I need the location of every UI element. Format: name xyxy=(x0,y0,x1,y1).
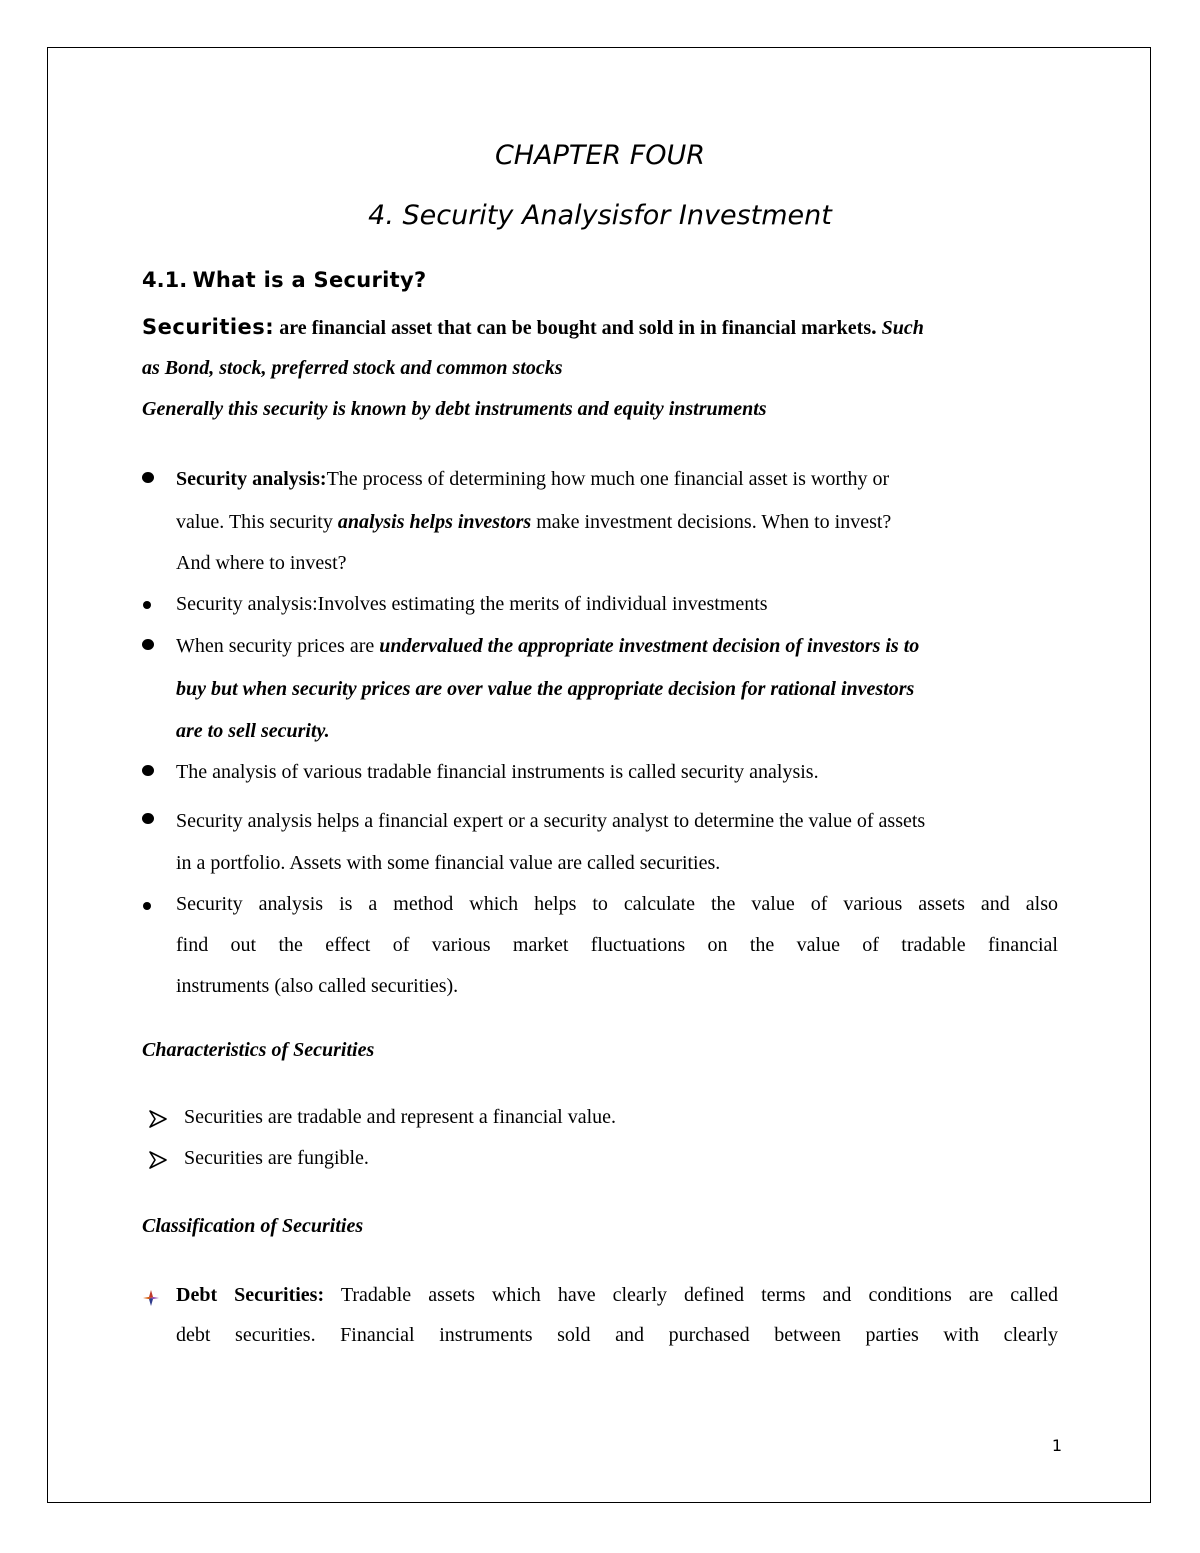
bullet-6-line-2: find out the effect of various market fluctuations on the value of tradable financial xyxy=(176,934,1058,956)
securities-general-line xyxy=(142,398,767,421)
arrowhead-icon xyxy=(148,1151,168,1169)
bullet-3-emphasis-a: undervalued the appropriate investment decision of investors is to xyxy=(379,635,920,657)
bullet-3-emphasis-b: buy but when security prices are over value the appropriate decision for rational investors xyxy=(176,678,915,700)
four-point-star-icon xyxy=(142,1289,160,1307)
securities-examples-line xyxy=(142,357,563,380)
bullet-1-line-2 xyxy=(176,511,891,534)
securities-examples: as Bond, stock, preferred stock and common stocks xyxy=(142,357,563,379)
characteristics-heading xyxy=(142,1039,374,1062)
bullet-1-line-3: And where to invest? xyxy=(176,552,347,574)
bullet-1-text-b1: value. This security xyxy=(176,511,338,533)
bullet-6-line-3: instruments (also called securities). xyxy=(176,975,459,997)
bullet-2-line: Security analysis:Involves estimating the merits of individual investments xyxy=(176,593,768,615)
bullet-3-emphasis-c: are to sell security. xyxy=(176,720,330,742)
bullet-5-line-1: Security analysis helps a financial expert or a security analyst to determine the value of assets xyxy=(176,810,926,832)
characteristic-item-2: Securities are fungible. xyxy=(184,1147,369,1169)
filled-circle-icon xyxy=(142,765,154,776)
classification-heading-text: Classification of Securities xyxy=(142,1215,364,1237)
securities-label: Securities: xyxy=(142,315,275,339)
debt-securities-text-a: Tradable assets which have clearly defined terms and conditions are called xyxy=(340,1284,1059,1306)
heading-number: 4.1. xyxy=(142,268,188,292)
bullet-1-text-b2: make investment decisions. When to invest? xyxy=(531,511,892,533)
section-title: 4. Security Analysisfor Investment xyxy=(368,200,832,231)
securities-such: Such xyxy=(881,317,924,339)
page-number: 1 xyxy=(1051,1436,1062,1455)
characteristics-heading-text: Characteristics of Securities xyxy=(142,1039,375,1061)
securities-definition-line xyxy=(142,314,924,340)
bullet-1-label: Security analysis: xyxy=(176,468,327,490)
bullet-1-line-1 xyxy=(176,468,889,491)
heading-text: What is a Security? xyxy=(192,268,427,292)
bullet-4-line: The analysis of various tradable financial instruments is called security analysis. xyxy=(176,761,819,783)
classification-heading xyxy=(142,1215,363,1238)
debt-securities-line-1 xyxy=(176,1284,1058,1307)
bullet-3-line-3 xyxy=(176,720,330,743)
securities-definition: are financial asset that can be bought and sold in in financial markets xyxy=(279,317,872,339)
section-heading xyxy=(142,268,427,293)
chapter-title: CHAPTER FOUR xyxy=(494,140,706,171)
bullet-5-line-2: in a portfolio. Assets with some financial value are called securities. xyxy=(176,852,721,874)
filled-circle-icon xyxy=(142,472,154,483)
filled-circle-icon xyxy=(143,601,151,609)
filled-circle-icon xyxy=(142,813,154,824)
securities-definition-end: . xyxy=(871,314,877,339)
characteristic-item-1: Securities are tradable and represent a financial value. xyxy=(184,1106,617,1128)
debt-securities-label: Debt Securities: xyxy=(176,1284,325,1306)
filled-circle-icon xyxy=(143,902,151,910)
bullet-6-line-1: Security analysis is a method which helps to calculate the value of various assets and also xyxy=(176,893,1058,915)
debt-securities-line-2: debt securities. Financial instruments sold and purchased between parties with clearly xyxy=(176,1324,1058,1346)
bullet-3-text-a: When security prices are xyxy=(176,635,380,657)
bullet-1-text-a: The process of determining how much one financial asset is worthy or xyxy=(326,468,890,490)
filled-circle-icon xyxy=(142,639,154,650)
bullet-3-line-2 xyxy=(176,678,914,701)
bullet-1-emphasis: analysis helps investors xyxy=(337,511,532,533)
securities-general: Generally this security is known by debt instruments and equity instruments xyxy=(142,398,767,420)
bullet-3-line-1 xyxy=(176,635,919,658)
arrowhead-icon xyxy=(148,1110,168,1128)
